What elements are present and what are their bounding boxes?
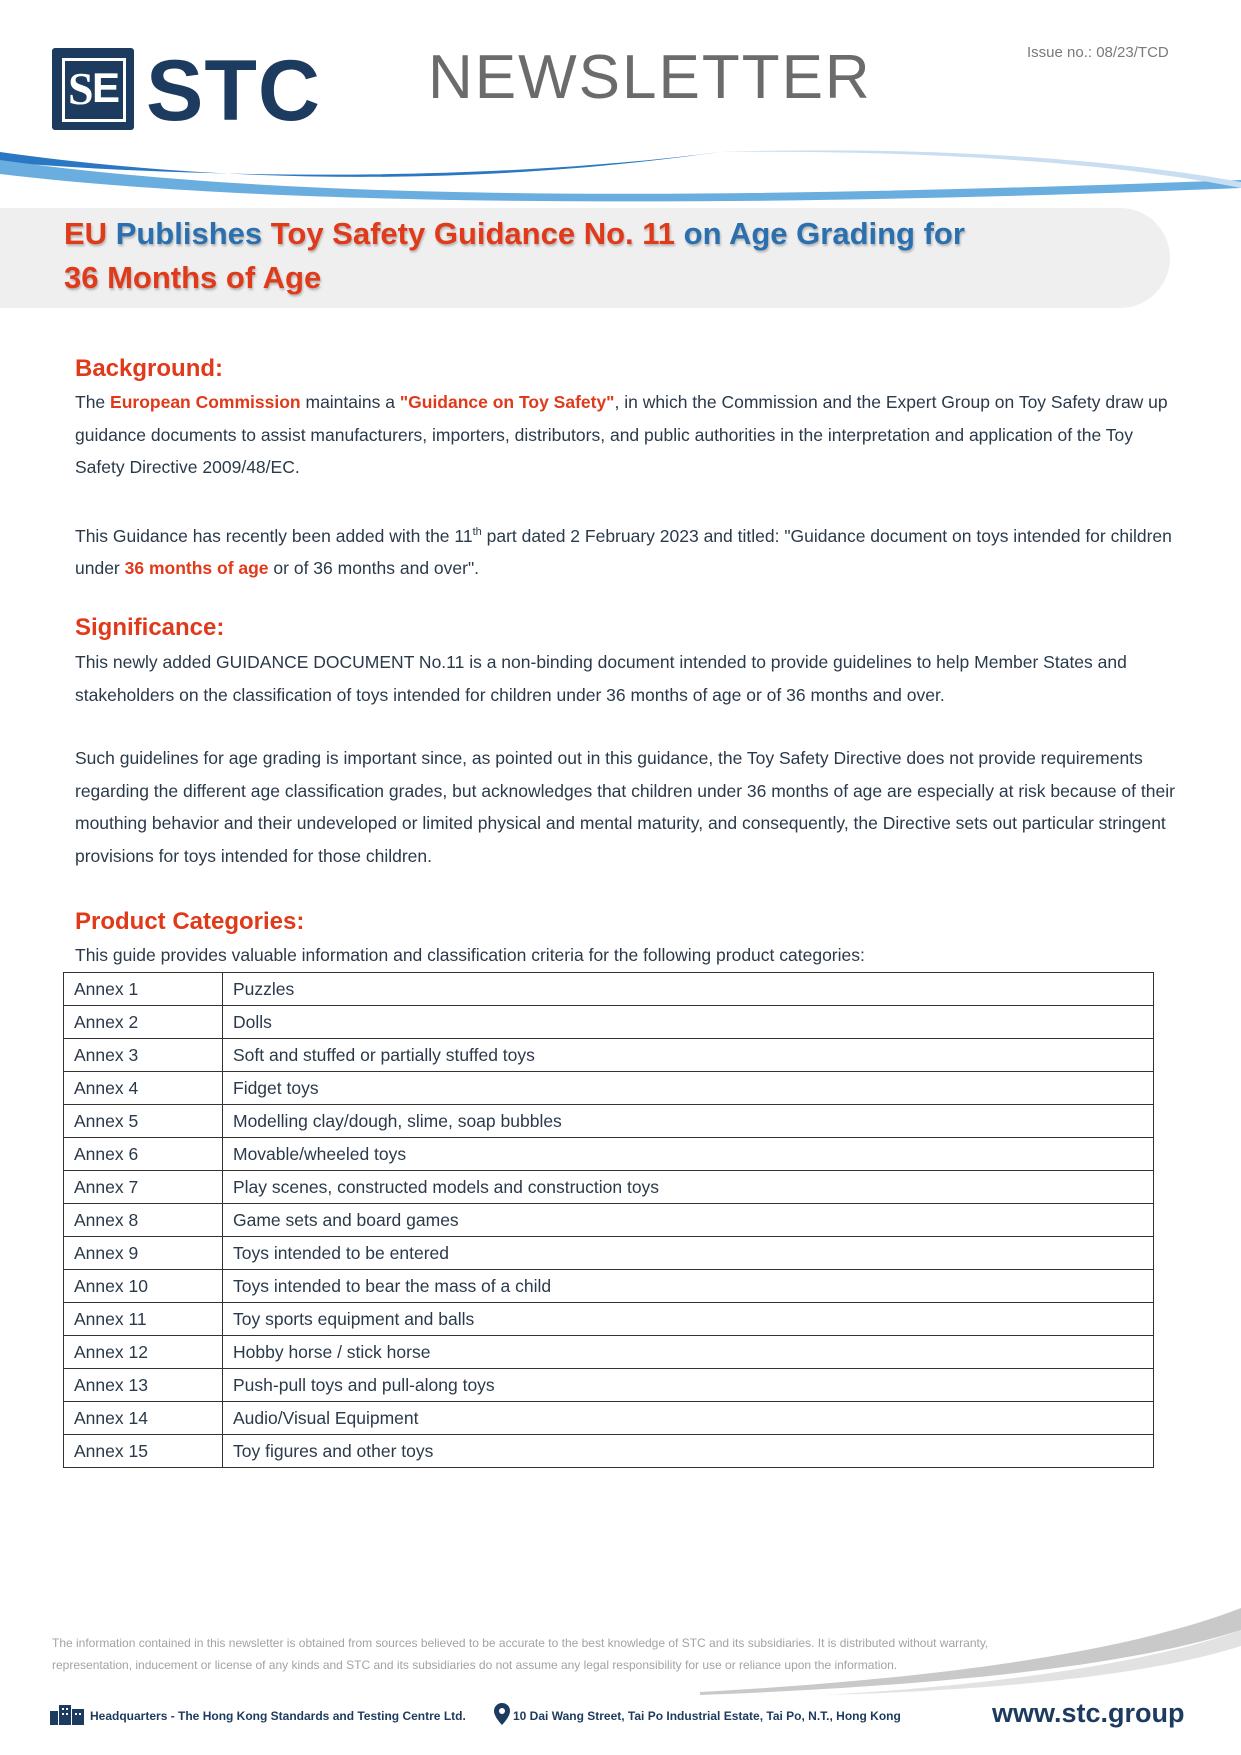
table-row (64, 1072, 1154, 1105)
annex-cell: Annex 15 (64, 1435, 223, 1468)
disclaimer: The information contained in this newsletter is obtained from sources believed to be accurate to the best knowledge of STC and its subsidiaries. It is distributed without warranty, representation, inducement or license of any kinds and STC and its subsidiaries do not assume any legal responsibility for use or reliance upon the information. (52, 1636, 989, 1672)
categories-heading: Product Categories: (75, 908, 305, 935)
annex-cell: Annex 13 (64, 1369, 223, 1402)
annex-cell: Annex 1 (64, 973, 223, 1006)
significance-paragraph-1: This newly added GUIDANCE DOCUMENT No.11 is a non-binding document intended to provide guidelines to help Member States and stakeholders on the classification of toys intended for children under 36 months of age or of 36 months and over. (75, 652, 1127, 705)
category-cell: Toys intended to bear the mass of a child (223, 1270, 1154, 1303)
category-cell: Puzzles (223, 973, 1154, 1006)
annex-cell: Annex 9 (64, 1237, 223, 1270)
category-cell: Soft and stuffed or partially stuffed toys (223, 1039, 1154, 1072)
category-cell: Push-pull toys and pull-along toys (223, 1369, 1154, 1402)
table-row (64, 1303, 1154, 1336)
table-row (64, 1204, 1154, 1237)
table-row (64, 973, 1154, 1006)
table-row (64, 1105, 1154, 1138)
categories-intro: This guide provides valuable information and classification criteria for the following product categories: (75, 945, 865, 965)
stc-logo (52, 43, 352, 139)
category-cell: Movable/wheeled toys (223, 1138, 1154, 1171)
category-cell: Dolls (223, 1006, 1154, 1039)
building-icon (50, 1703, 84, 1725)
annex-cell: Annex 8 (64, 1204, 223, 1237)
table-row (64, 1369, 1154, 1402)
newsletter-label: NEWSLETTER (428, 43, 872, 112)
table-row (64, 1336, 1154, 1369)
table-row (64, 1402, 1154, 1435)
table-row (64, 1006, 1154, 1039)
category-cell: Audio/Visual Equipment (223, 1402, 1154, 1435)
category-cell: Modelling clay/dough, slime, soap bubbles (223, 1105, 1154, 1138)
table-row (64, 1237, 1154, 1270)
category-cell: Toy figures and other toys (223, 1435, 1154, 1468)
background-paragraph-1: The European Commission maintains a "Guidance on Toy Safety", in which the Commission and the Expert Group on Toy Safety draw up guidance documents to assist manufacturers, importers, distributors, and public authorities in the interpretation and application of the Toy Safety Directive 2009/48/EC. (75, 392, 1168, 477)
background-paragraph-2: This Guidance has recently been added with the 11th part dated 2 February 2023 and titled: "Guidance document on toys intended for children under 36 months of age or of 36 months and over". (75, 525, 1172, 579)
table-row (64, 1435, 1154, 1468)
issue-number: Issue no.: 08/23/TCD (1027, 44, 1169, 61)
category-cell: Toy sports equipment and balls (223, 1303, 1154, 1336)
annex-cell: Annex 2 (64, 1006, 223, 1039)
background-heading: Background: (75, 355, 224, 382)
address-text: 10 Dai Wang Street, Tai Po Industrial Estate, Tai Po, N.T., Hong Kong (513, 1709, 901, 1723)
category-cell: Hobby horse / stick horse (223, 1336, 1154, 1369)
annex-cell: Annex 14 (64, 1402, 223, 1435)
annex-cell: Annex 10 (64, 1270, 223, 1303)
headquarters-text: Headquarters - The Hong Kong Standards and Testing Centre Ltd. (90, 1709, 466, 1723)
category-cell: Game sets and board games (223, 1204, 1154, 1237)
table-row (64, 1039, 1154, 1072)
annex-cell: Annex 11 (64, 1303, 223, 1336)
table-row (64, 1171, 1154, 1204)
location-pin-icon (494, 1703, 510, 1725)
annex-cell: Annex 3 (64, 1039, 223, 1072)
table-row (64, 1138, 1154, 1171)
category-cell: Play scenes, constructed models and construction toys (223, 1171, 1154, 1204)
significance-heading: Significance: (75, 614, 225, 641)
category-cell: Toys intended to be entered (223, 1237, 1154, 1270)
category-cell: Fidget toys (223, 1072, 1154, 1105)
header-swoosh-decoration (0, 140, 1241, 210)
significance-paragraph-2: Such guidelines for age grading is important since, as pointed out in this guidance, the Toy Safety Directive does not provide requirements regarding the different age classification grades, but acknowledges that children under 36 months of age are especially at risk because of their mouthing behavior and their undeveloped or limited physical and mental maturity, and consequently, the Directive sets out particular stringent provisions for toys intended for those children. (75, 748, 1175, 866)
page-title: EU Publishes Toy Safety Guidance No. 11 on Age Grading for 36 Months of Age (64, 216, 965, 295)
table-row (64, 1270, 1154, 1303)
annex-cell: Annex 5 (64, 1105, 223, 1138)
categories-table (63, 972, 1154, 1468)
annex-cell: Annex 6 (64, 1138, 223, 1171)
annex-cell: Annex 7 (64, 1171, 223, 1204)
annex-cell: Annex 4 (64, 1072, 223, 1105)
annex-cell: Annex 12 (64, 1336, 223, 1369)
stc-logo-mark-icon: S E (52, 48, 134, 130)
logo-text: STC (146, 43, 321, 139)
website-link[interactable]: www.stc.group (992, 1698, 1185, 1728)
